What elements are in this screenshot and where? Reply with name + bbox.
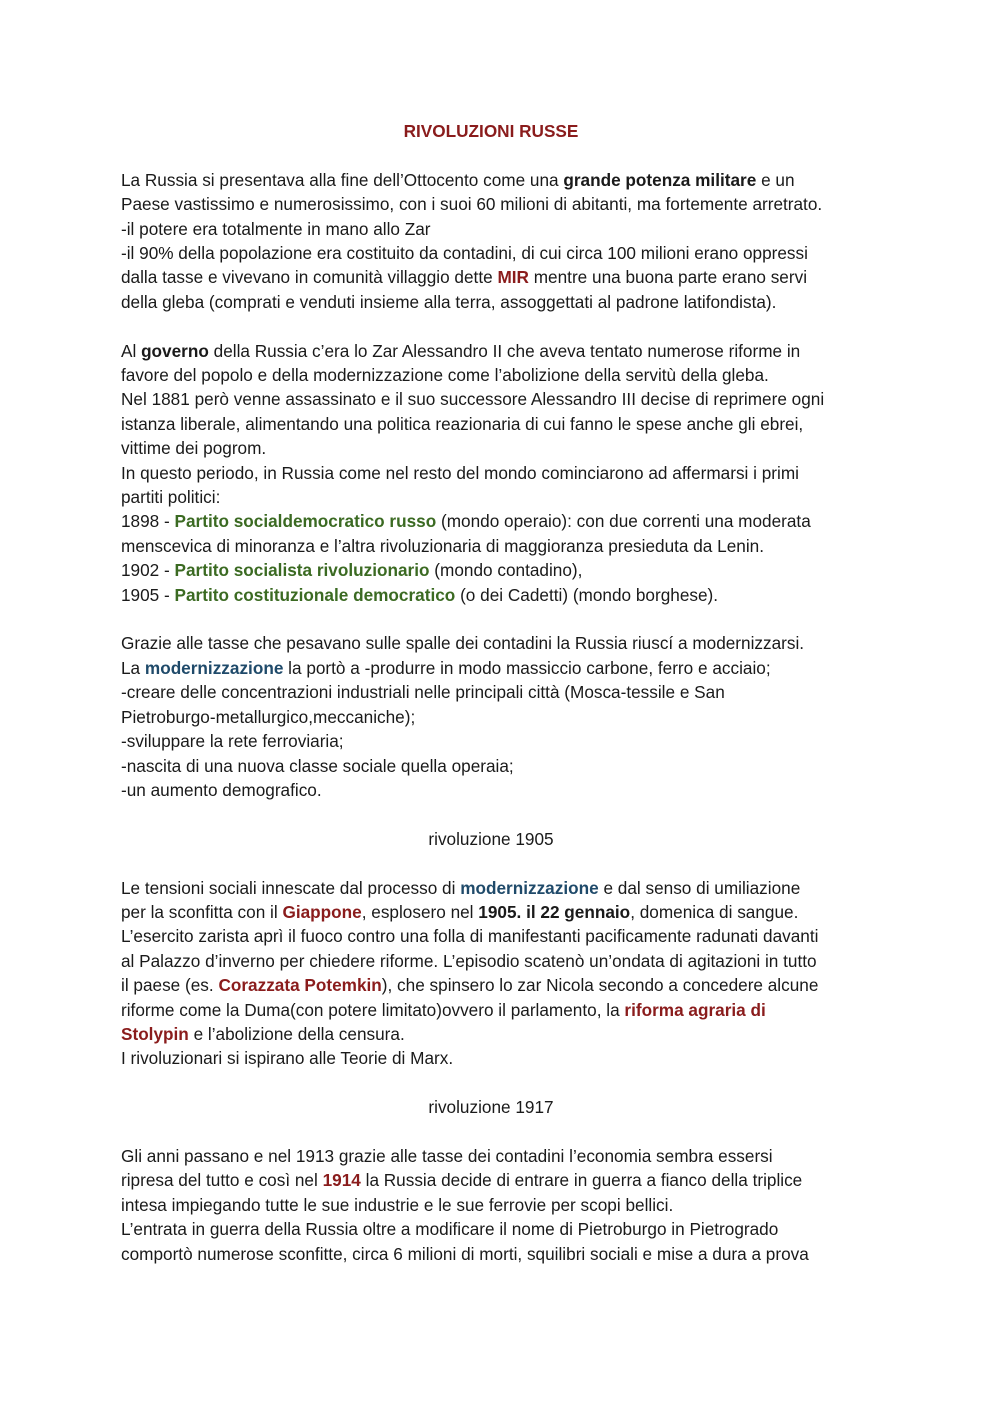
text-run: per la sconfitta con il: [121, 901, 283, 922]
text-line: [121, 168, 881, 192]
highlighted-term: Partito costituzionale democratico: [174, 584, 456, 605]
text-line: [121, 461, 881, 485]
paragraph-gap: [121, 143, 881, 167]
text-run: (o dei Cadetti) (mondo borghese).: [455, 584, 719, 605]
text-line: [121, 924, 881, 948]
text-run: -il potere era totalmente in mano allo Zar: [121, 218, 431, 239]
text-run: e dal senso di umiliazione: [598, 877, 801, 898]
text-run: 1905 -: [121, 584, 175, 605]
text-line: [121, 534, 881, 558]
highlighted-term: modernizzazione: [144, 657, 284, 678]
highlighted-term: Stolypin: [121, 1023, 189, 1044]
text-run: favore del popolo e della modernizzazione come l’abolizione della servitù della gleba.: [121, 365, 769, 386]
text-run: , domenica di sangue.: [630, 901, 799, 922]
text-run: -un aumento demografico.: [121, 779, 322, 800]
text-line: [121, 1046, 881, 1070]
text-line: [121, 192, 881, 216]
text-run: Nel 1881 però venne assassinato e il suo successore Alessandro III decise di reprimere ogni: [121, 389, 825, 410]
text-line: [121, 339, 881, 363]
text-line: [121, 656, 881, 680]
text-run: e l’abolizione della censura.: [188, 1023, 405, 1044]
highlighted-term: Partito socialista rivoluzionario: [174, 560, 430, 581]
text-run: L’esercito zarista aprì il fuoco contro una folla di manifestanti pacificamente radunati davanti: [121, 926, 819, 947]
text-run: -il 90% della popolazione era costituito da contadini, di cui circa 100 milioni erano oppressi: [121, 243, 808, 264]
text-run: Paese vastissimo e numerosissimo, con i suoi 60 milioni di abitanti, ma fortemente arretrato.: [121, 194, 823, 215]
highlighted-term: Giappone: [282, 901, 362, 922]
text-line: [121, 973, 881, 997]
highlighted-term: Partito socialdemocratico russo: [174, 511, 437, 532]
text-line: [121, 1022, 881, 1046]
text-run: 1902 -: [121, 560, 175, 581]
paragraph-gap: [121, 802, 881, 826]
document-title: RIVOLUZIONI RUSSE: [403, 121, 579, 141]
text-run: In questo periodo, in Russia come nel resto del mondo cominciarono ad affermarsi i primi: [121, 462, 799, 483]
text-line: [121, 436, 881, 460]
text-line: [121, 900, 881, 924]
highlighted-term: 1914: [322, 1170, 361, 1191]
text-run: , esplosero nel: [361, 901, 479, 922]
text-run: Gli anni passano e nel 1913 grazie alle tasse dei contadini l’economia sembra essersi: [121, 1145, 773, 1166]
paragraph-gap: [121, 1120, 881, 1144]
paragraph-governo: [121, 339, 881, 607]
text-run: riforme come la Duma(con potere limitato)ovvero il parlamento, la: [121, 999, 625, 1020]
text-run: intesa impiegando tutte le sue industrie e le sue ferrovie per scopi bellici.: [121, 1194, 674, 1215]
text-line: [121, 583, 881, 607]
text-line: [121, 412, 881, 436]
paragraph-gap: [121, 1071, 881, 1095]
paragraph-gap: [121, 851, 881, 875]
text-run: -creare delle concentrazioni industriali nelle principali città (Mosca-tessile e San: [121, 682, 725, 703]
text-run: mentre una buona parte erano servi: [528, 267, 808, 288]
highlighted-term: modernizzazione: [460, 877, 599, 898]
highlighted-term: riforma agraria di: [624, 999, 766, 1020]
text-run: della Russia c’era lo Zar Alessandro II che aveva tentato numerose riforme in: [208, 340, 801, 361]
text-run: Pietroburgo-metallurgico,meccaniche);: [121, 706, 416, 727]
text-run: Grazie alle tasse che pesavano sulle spalle dei contadini la Russia riuscí a modernizzarsi.: [121, 633, 805, 654]
text-run: e un: [756, 169, 795, 190]
text-line: [121, 1242, 881, 1266]
text-run: ripresa del tutto e così nel: [121, 1170, 323, 1191]
text-run: Al: [121, 340, 142, 361]
text-line: [121, 949, 881, 973]
paragraph-gap: [121, 314, 881, 338]
text-run: Le tensioni sociali innescate dal processo di: [121, 877, 461, 898]
text-line: [121, 1144, 881, 1168]
text-line: [121, 265, 881, 289]
text-run: la portò a -produrre in modo massiccio carbone, ferro e acciaio;: [283, 657, 771, 678]
text-line: [121, 558, 881, 582]
text-line: [121, 241, 881, 265]
highlighted-term: governo: [141, 340, 209, 361]
text-run: (mondo operaio): con due correnti una moderata: [436, 511, 811, 532]
text-run: -sviluppare la rete ferroviaria;: [121, 731, 344, 752]
text-line: [121, 485, 881, 509]
text-line: [121, 1168, 881, 1192]
paragraph-rivoluzione-1917: [121, 1144, 881, 1266]
highlighted-term: grande potenza militare: [563, 169, 757, 190]
highlighted-term: 1905. il 22 gennaio: [478, 901, 631, 922]
text-run: ), che spinsero lo zar Nicola secondo a concedere alcune: [381, 975, 819, 996]
text-run: (mondo contadino),: [429, 560, 583, 581]
text-run: la Russia decide di entrare in guerra a fianco della triplice: [360, 1170, 803, 1191]
text-run: L’entrata in guerra della Russia oltre a modificare il nome di Pietroburgo in Pietrogrado: [121, 1219, 779, 1240]
text-run: menscevica di minoranza e l’altra rivoluzionaria di maggioranza presieduta da Lenin.: [121, 535, 764, 556]
text-run: -nascita di una nuova classe sociale quella operaia;: [121, 755, 514, 776]
text-run: della gleba (comprati e venduti insieme alla terra, assoggettati al padrone latifondista).: [121, 291, 777, 312]
highlighted-term: MIR: [497, 267, 529, 288]
text-line: [121, 680, 881, 704]
text-run: dalla tasse e vivevano in comunità villaggio dette: [121, 267, 498, 288]
text-line: [121, 1193, 881, 1217]
text-line: [121, 509, 881, 533]
text-run: 1898 -: [121, 511, 175, 532]
text-line: [121, 363, 881, 387]
text-line: [121, 998, 881, 1022]
paragraph-russia-intro: [121, 168, 881, 314]
text-line: [121, 387, 881, 411]
document-body: [121, 119, 881, 1266]
text-run: La Russia si presentava alla fine dell’Ottocento come una: [121, 169, 564, 190]
text-line: [121, 705, 881, 729]
text-line: [121, 217, 881, 241]
highlighted-term: Corazzata Potemkin: [218, 975, 382, 996]
text-run: I rivoluzionari si ispirano alle Teorie di Marx.: [121, 1048, 454, 1069]
text-run: partiti politici:: [121, 487, 221, 508]
text-run: il paese (es.: [121, 975, 219, 996]
text-line: [121, 631, 881, 655]
text-run: istanza liberale, alimentando una politica reazionaria di cui fanno le spese anche gli ebrei,: [121, 413, 804, 434]
text-line: [121, 729, 881, 753]
heading-rivoluzione-1905: rivoluzione 1905: [428, 828, 554, 849]
text-line: [121, 778, 881, 802]
text-run: al Palazzo d’inverno per chiedere riforme. L’episodio scatenò un’ondata di agitazioni in tutto: [121, 950, 817, 971]
text-run: comportò numerose sconfitte, circa 6 milioni di morti, squilibri sociali e mise a dura a prova: [121, 1243, 809, 1264]
text-run: vittime dei pogrom.: [121, 438, 267, 459]
text-line: [121, 1217, 881, 1241]
paragraph-gap: [121, 607, 881, 631]
heading-rivoluzione-1917: rivoluzione 1917: [428, 1097, 554, 1118]
text-line: [121, 290, 881, 314]
paragraph-modernizzazione: [121, 631, 881, 802]
text-line: [121, 876, 881, 900]
text-run: La: [121, 657, 145, 678]
paragraph-rivoluzione-1905: [121, 876, 881, 1071]
text-line: [121, 754, 881, 778]
